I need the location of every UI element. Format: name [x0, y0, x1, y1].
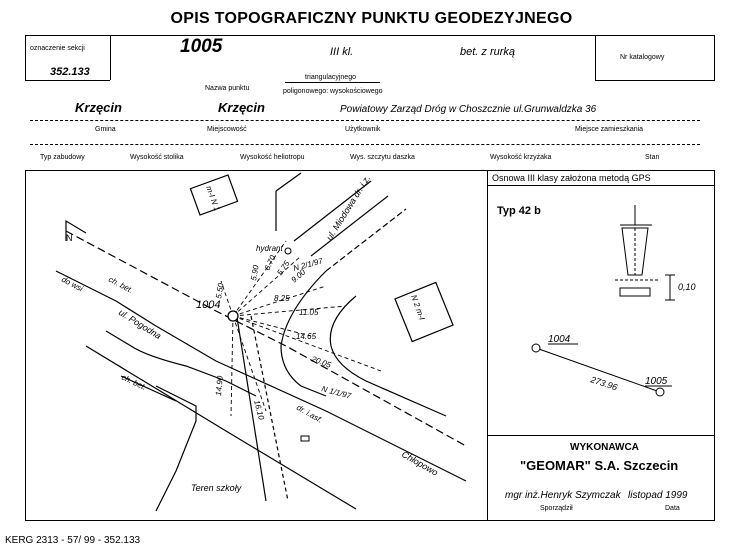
- gmina-label: Gmina: [95, 126, 116, 133]
- hydrant-marker: [285, 248, 291, 254]
- type-triangulation: triangulacyjnego: [305, 74, 356, 81]
- dist-1: 6.70: [262, 253, 278, 272]
- label-building-n1: m-I N 1: [204, 184, 222, 213]
- topographic-sketch: [26, 171, 487, 519]
- miejscowosc-value: Krzęcin: [218, 100, 265, 115]
- diagram-p2: 1005: [645, 376, 668, 387]
- frame-catalog-bottom: [595, 80, 715, 81]
- contractor-person-label: Sporządził: [540, 505, 573, 512]
- label-chlopowo: Chłopowo: [400, 449, 440, 478]
- gmina-value: Krzęcin: [75, 100, 122, 115]
- label-miodowa: ul. Miodowa dr. i.z.: [324, 173, 373, 243]
- contractor-person: mgr inż.Henryk Szymczak: [505, 490, 621, 501]
- main-box-bottom: [25, 520, 715, 521]
- contractor-date-label: Data: [665, 505, 680, 512]
- dist-5: 8.25: [274, 294, 290, 303]
- location-dotted-line: [30, 120, 700, 121]
- marker-type: Typ 42 b: [497, 205, 541, 217]
- contractor-top-line: [487, 435, 715, 436]
- type-polygon: poligonowego:: [283, 88, 329, 95]
- dist-6: 11.05: [299, 308, 319, 317]
- type-leveling: wysokościowego: [330, 88, 383, 95]
- label-hydrant: hydrant: [256, 244, 283, 253]
- owner-value: Powiatowy Zarząd Dróg w Choszcznie ul.Grunwaldzka 36: [340, 104, 597, 115]
- label-n1: N 1/1/97: [320, 384, 353, 401]
- dist-9: 14.90: [214, 375, 225, 397]
- frame-section-bottom: [25, 80, 110, 81]
- label-building-n2: N 2 m-I: [409, 293, 427, 322]
- dist-4: 5.90: [249, 264, 261, 282]
- diagram-dist: 273.96: [589, 374, 619, 393]
- col-typ-zabudowy: Typ zabudowy: [40, 154, 85, 161]
- line-nw-fence: [276, 173, 301, 191]
- point-class: III kl.: [330, 46, 354, 58]
- frame-top: [25, 35, 715, 36]
- frame-sep-catalog: [595, 35, 596, 80]
- label-teren: Teren szkoły: [191, 483, 242, 493]
- point-marker: bet. z rurką: [460, 46, 516, 58]
- miejscowosc-label: Miejscowość: [207, 126, 247, 133]
- dist-10: 16.10: [252, 399, 266, 421]
- main-box-right: [714, 170, 715, 520]
- dist-2: 5.75: [275, 259, 292, 278]
- col-wys-daszka: Wys. szczytu daszka: [350, 154, 415, 161]
- footer-reference: KERG 2313 - 57/ 99 - 352.133: [5, 535, 141, 546]
- label-dr-asf: dr. i.asf.: [295, 402, 324, 425]
- basis-text: Osnowa III klasy założona metodą GPS: [492, 173, 651, 183]
- section-label: oznaczenie sekcji: [30, 45, 85, 52]
- point-number: 1005: [180, 36, 223, 57]
- col-wys-heliotropu: Wysokość heliotropu: [240, 154, 305, 161]
- depth-label: 0,10: [678, 282, 696, 292]
- label-ch-bet-2: ch. bet.: [120, 372, 148, 392]
- dist-3: 9.00: [289, 267, 308, 285]
- dist-11: 5.50: [214, 282, 226, 300]
- residence-label: Miejsce zamieszkania: [575, 126, 644, 133]
- line-school-fence: [156, 386, 196, 511]
- contractor-date: listopad 1999: [628, 490, 688, 501]
- section-value: 352.133: [50, 66, 90, 78]
- label-pogodna: ul. Pogodna: [116, 307, 163, 342]
- label-n2: N 2/1/97: [292, 256, 324, 273]
- col-wys-stolika: Wysokość stolika: [130, 154, 184, 161]
- main-box-divider: [487, 170, 488, 520]
- point-1004-marker: [228, 311, 238, 321]
- frame-right-top: [714, 35, 715, 80]
- owner-label: Użytkownik: [345, 126, 381, 133]
- col-wys-krzyzaka: Wysokość krzyżaka: [490, 154, 552, 161]
- frame-sep-section: [110, 35, 111, 80]
- right-panel-header-line: [487, 185, 715, 186]
- triangulation-underline: [285, 82, 380, 83]
- dist-8: 20.05: [310, 354, 333, 370]
- contractor-name: "GEOMAR" S.A. Szczecin: [520, 458, 679, 473]
- marker-diagram: [600, 200, 710, 320]
- page-title: OPIS TOPOGRAFICZNY PUNKTU GEODEZYJNEGO: [170, 10, 573, 27]
- label-ch-bet-1: ch. bet.: [107, 274, 135, 296]
- catalog-label: Nr katalogowy: [620, 54, 665, 61]
- points-diagram: [520, 330, 700, 410]
- sketch-point-label: 1004: [196, 299, 221, 311]
- frame-left-top: [25, 35, 26, 80]
- dist-7: 14.65: [296, 332, 317, 341]
- point-name-label: Nazwa punktu: [205, 85, 250, 92]
- col-stan: Stan: [645, 154, 660, 161]
- label-do-wsi: do wsi: [60, 274, 85, 294]
- north-label: N: [66, 233, 73, 243]
- columns-dotted-line: [30, 144, 700, 145]
- sign-marker: [301, 436, 309, 441]
- contractor-label: WYKONAWCA: [570, 442, 639, 453]
- diagram-p1: 1004: [548, 334, 571, 345]
